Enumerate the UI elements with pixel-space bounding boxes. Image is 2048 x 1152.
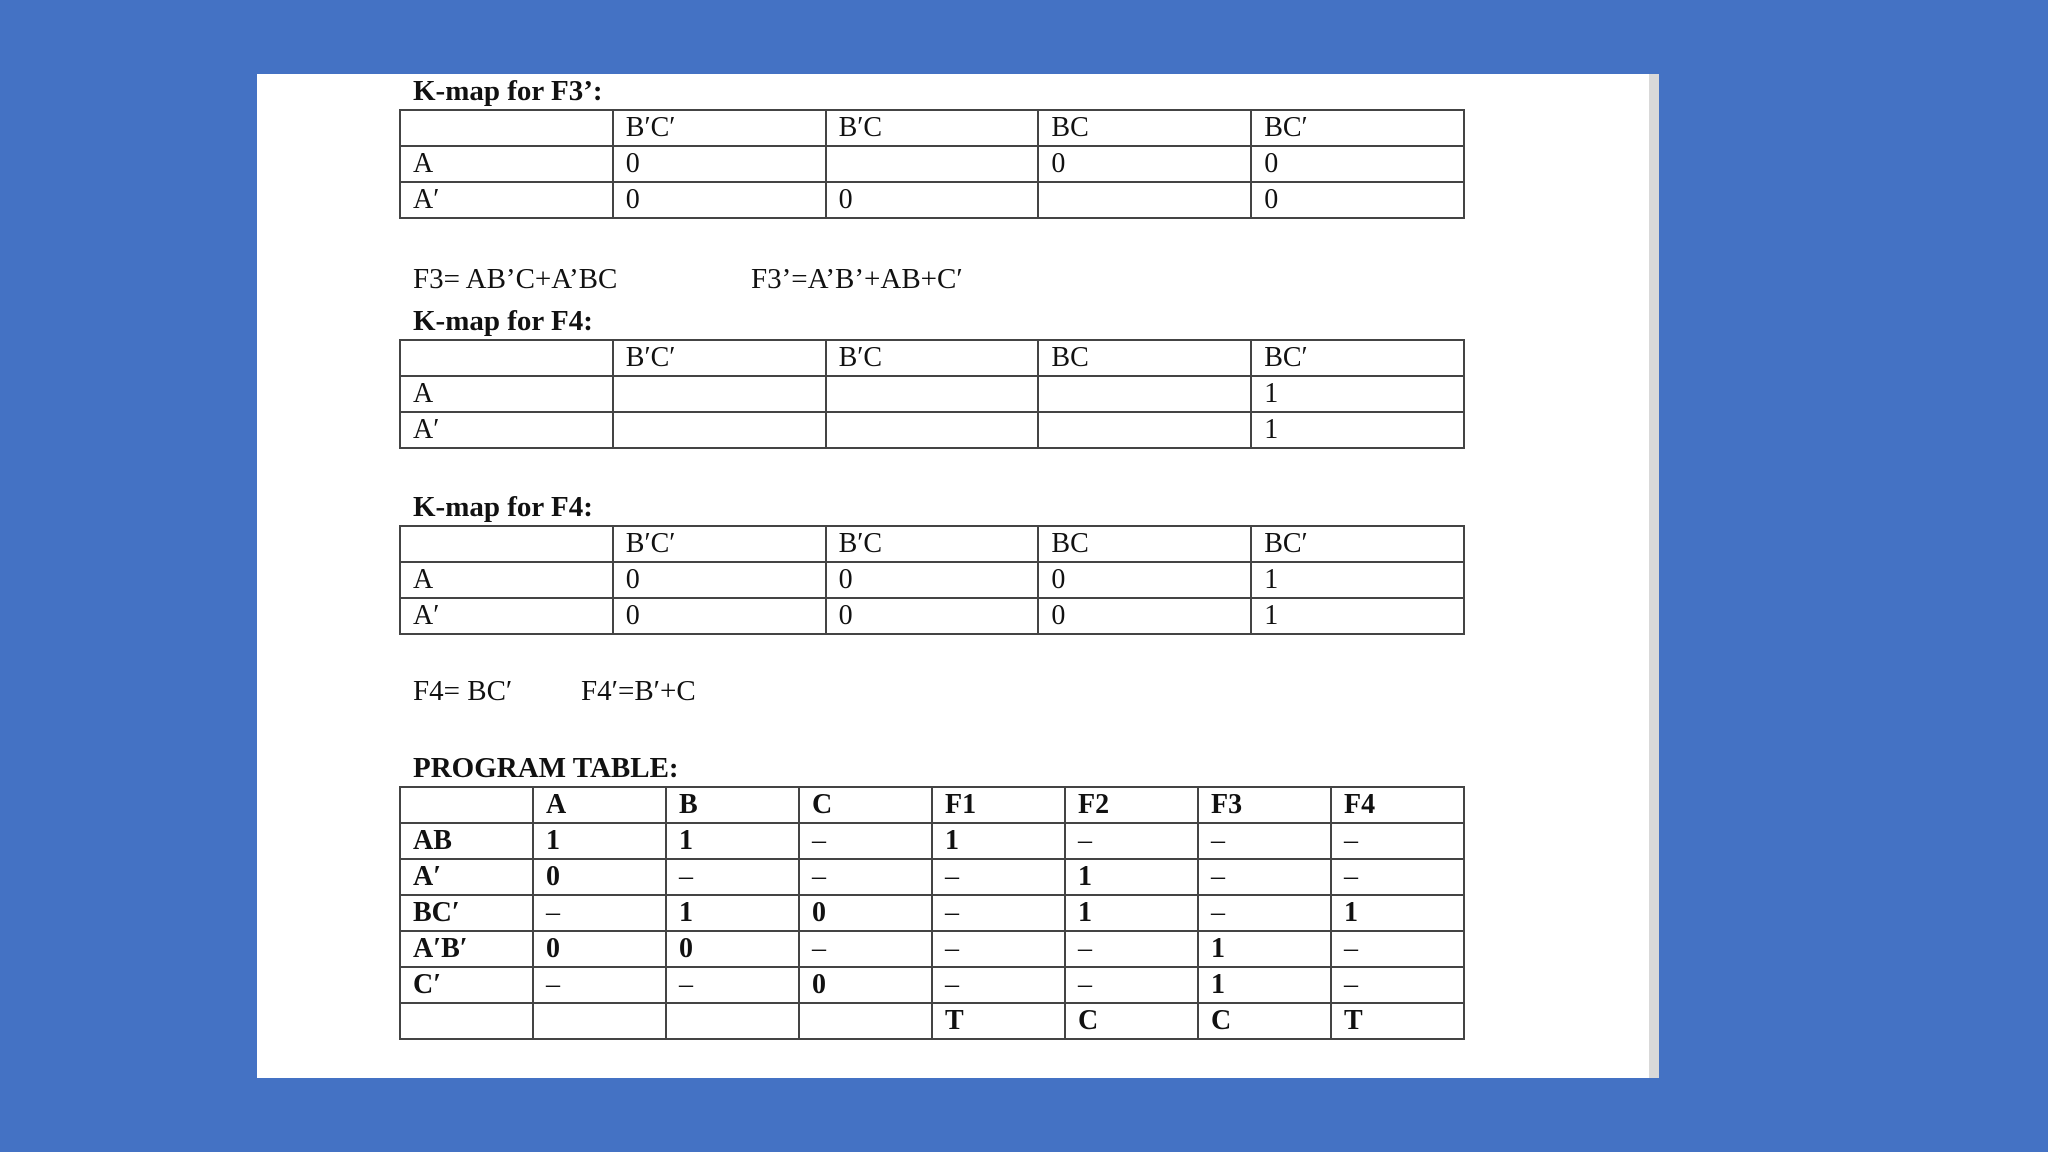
row-header-cell bbox=[400, 1003, 533, 1039]
table-cell: – bbox=[533, 895, 666, 931]
table-cell: – bbox=[932, 859, 1065, 895]
table-row bbox=[400, 1003, 1464, 1039]
table-cell: 1 bbox=[1251, 598, 1464, 634]
table-cell: – bbox=[799, 931, 932, 967]
column-header-cell: B′C′ bbox=[613, 526, 826, 562]
column-header-cell bbox=[400, 340, 613, 376]
table-cell bbox=[613, 412, 826, 448]
table-cell: – bbox=[932, 931, 1065, 967]
table-row bbox=[400, 967, 1464, 1003]
table-cell: – bbox=[1198, 823, 1331, 859]
table-cell: – bbox=[1065, 931, 1198, 967]
kmap-f4-heading: K-map for F4: bbox=[413, 305, 593, 337]
table-cell bbox=[613, 376, 826, 412]
table-cell: 0 bbox=[1038, 146, 1251, 182]
table-cell: 0 bbox=[613, 146, 826, 182]
table-cell: – bbox=[1198, 859, 1331, 895]
column-header-cell: C bbox=[799, 787, 932, 823]
row-header-cell: AB bbox=[400, 823, 533, 859]
row-header-cell: A′ bbox=[400, 412, 613, 448]
column-header-cell: BC bbox=[1038, 526, 1251, 562]
column-header-cell: B′C bbox=[826, 340, 1039, 376]
table-cell: 1 bbox=[1251, 412, 1464, 448]
table-row bbox=[400, 182, 1464, 218]
column-header-cell: B′C bbox=[826, 110, 1039, 146]
table-cell: – bbox=[932, 967, 1065, 1003]
column-header-cell: F1 bbox=[932, 787, 1065, 823]
table-cell: 0 bbox=[533, 859, 666, 895]
table-cell: – bbox=[1331, 931, 1464, 967]
table-cell: C bbox=[1065, 1003, 1198, 1039]
column-header-cell: A bbox=[533, 787, 666, 823]
table-cell: 1 bbox=[1251, 562, 1464, 598]
table-cell: 1 bbox=[1331, 895, 1464, 931]
column-header-cell bbox=[400, 110, 613, 146]
row-header-cell: A bbox=[400, 146, 613, 182]
row-header-cell: C′ bbox=[400, 967, 533, 1003]
column-header-cell bbox=[400, 526, 613, 562]
table-cell: 0 bbox=[1038, 562, 1251, 598]
table-cell: – bbox=[1065, 967, 1198, 1003]
table-cell: 0 bbox=[613, 598, 826, 634]
table-cell: – bbox=[799, 859, 932, 895]
table-cell: 0 bbox=[533, 931, 666, 967]
slide-edge-shadow bbox=[1649, 74, 1659, 1078]
table-cell: 1 bbox=[1251, 376, 1464, 412]
f4-equation: F4= BC′ bbox=[413, 675, 513, 707]
table-cell: – bbox=[1331, 967, 1464, 1003]
table-row bbox=[400, 412, 1464, 448]
column-header-cell: B bbox=[666, 787, 799, 823]
table-cell bbox=[826, 412, 1039, 448]
table-cell: 1 bbox=[666, 895, 799, 931]
column-header-cell: BC′ bbox=[1251, 526, 1464, 562]
column-header-cell: BC′ bbox=[1251, 110, 1464, 146]
table-cell bbox=[826, 146, 1039, 182]
table-cell: C bbox=[1198, 1003, 1331, 1039]
table-row bbox=[400, 376, 1464, 412]
table-cell: 0 bbox=[1251, 182, 1464, 218]
column-header-cell bbox=[400, 787, 533, 823]
table-cell: T bbox=[1331, 1003, 1464, 1039]
table-cell bbox=[666, 1003, 799, 1039]
table-header-row bbox=[400, 340, 1464, 376]
table-cell bbox=[1038, 376, 1251, 412]
table-cell: 1 bbox=[1065, 895, 1198, 931]
table-cell: – bbox=[1331, 823, 1464, 859]
column-header-cell: BC bbox=[1038, 110, 1251, 146]
table-cell: – bbox=[1331, 859, 1464, 895]
table-cell: 0 bbox=[613, 562, 826, 598]
table-row bbox=[400, 598, 1464, 634]
table-cell: 0 bbox=[799, 967, 932, 1003]
row-header-cell: A′B′ bbox=[400, 931, 533, 967]
table-header-row bbox=[400, 526, 1464, 562]
kmap-f3-table bbox=[399, 109, 1465, 219]
table-cell bbox=[1038, 412, 1251, 448]
f3-equation: F3= AB’C+A’BC bbox=[413, 263, 618, 295]
program-table-heading: PROGRAM TABLE: bbox=[413, 752, 679, 784]
row-header-cell: A′ bbox=[400, 859, 533, 895]
table-row bbox=[400, 146, 1464, 182]
table-cell: 1 bbox=[932, 823, 1065, 859]
table-row bbox=[400, 859, 1464, 895]
column-header-cell: BC bbox=[1038, 340, 1251, 376]
f4-complement-equation: F4′=B′+C bbox=[581, 675, 696, 707]
table-cell: 1 bbox=[1065, 859, 1198, 895]
kmap-f4-heading-2: K-map for F4: bbox=[413, 491, 593, 523]
table-cell: 0 bbox=[799, 895, 932, 931]
table-row bbox=[400, 562, 1464, 598]
table-cell: 1 bbox=[533, 823, 666, 859]
table-cell: 1 bbox=[666, 823, 799, 859]
table-cell bbox=[826, 376, 1039, 412]
table-cell: 0 bbox=[613, 182, 826, 218]
table-cell: 1 bbox=[1198, 931, 1331, 967]
row-header-cell: BC′ bbox=[400, 895, 533, 931]
row-header-cell: A′ bbox=[400, 182, 613, 218]
column-header-cell: F2 bbox=[1065, 787, 1198, 823]
table-header-row bbox=[400, 110, 1464, 146]
table-cell: 0 bbox=[826, 182, 1039, 218]
table-cell: – bbox=[533, 967, 666, 1003]
column-header-cell: F3 bbox=[1198, 787, 1331, 823]
table-row bbox=[400, 931, 1464, 967]
kmap-f4-table bbox=[399, 339, 1465, 449]
table-row bbox=[400, 895, 1464, 931]
table-cell: 0 bbox=[1038, 598, 1251, 634]
program-table bbox=[399, 786, 1465, 1040]
row-header-cell: A bbox=[400, 562, 613, 598]
table-cell: 0 bbox=[826, 562, 1039, 598]
table-cell: T bbox=[932, 1003, 1065, 1039]
table-cell: 0 bbox=[666, 931, 799, 967]
column-header-cell: BC′ bbox=[1251, 340, 1464, 376]
table-cell: – bbox=[666, 967, 799, 1003]
column-header-cell: B′C′ bbox=[613, 340, 826, 376]
table-cell: – bbox=[1198, 895, 1331, 931]
kmap-f4-table-2 bbox=[399, 525, 1465, 635]
f3-complement-equation: F3’=A’B’+AB+C′ bbox=[751, 263, 963, 295]
table-cell: – bbox=[666, 859, 799, 895]
slide-page bbox=[257, 74, 1659, 1078]
table-row bbox=[400, 823, 1464, 859]
kmap-f3-heading: K-map for F3’: bbox=[413, 75, 603, 107]
column-header-cell: B′C bbox=[826, 526, 1039, 562]
row-header-cell: A bbox=[400, 376, 613, 412]
table-cell: 0 bbox=[1251, 146, 1464, 182]
table-cell: – bbox=[799, 823, 932, 859]
table-cell bbox=[533, 1003, 666, 1039]
row-header-cell: A′ bbox=[400, 598, 613, 634]
table-cell: – bbox=[1065, 823, 1198, 859]
table-cell bbox=[799, 1003, 932, 1039]
table-header-row bbox=[400, 787, 1464, 823]
column-header-cell: B′C′ bbox=[613, 110, 826, 146]
table-cell bbox=[1038, 182, 1251, 218]
table-cell: 0 bbox=[826, 598, 1039, 634]
table-cell: 1 bbox=[1198, 967, 1331, 1003]
table-cell: – bbox=[932, 895, 1065, 931]
column-header-cell: F4 bbox=[1331, 787, 1464, 823]
